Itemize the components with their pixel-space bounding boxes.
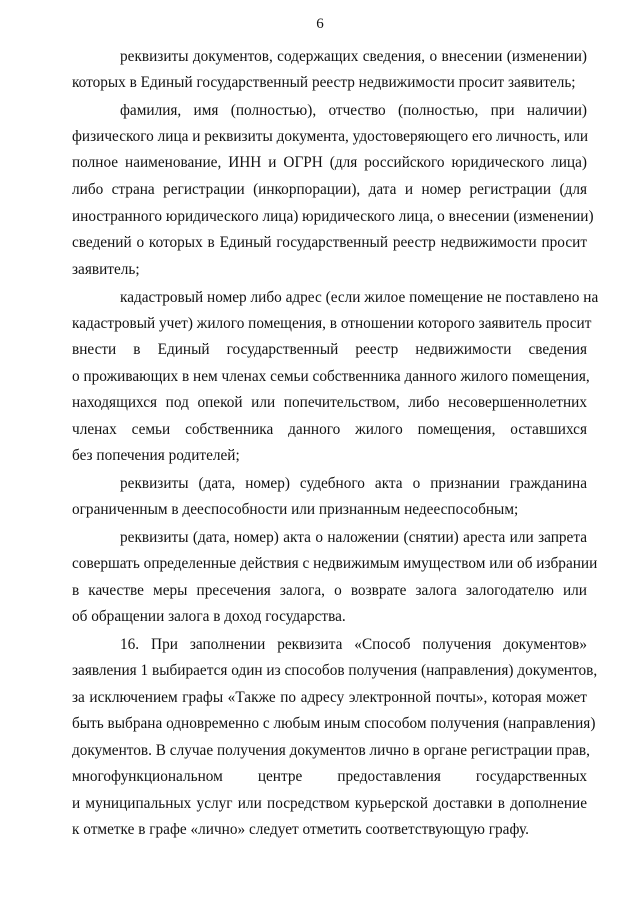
paragraph-line: в качестве меры пресечения залога, о возврате залога залогодателю или — [72, 582, 587, 599]
paragraph-line: ограниченным в дееспособности или признанным недееспособным; — [72, 501, 519, 518]
paragraph-line: 16. При заполнении реквизита «Способ получения документов» — [120, 636, 587, 653]
paragraph-line: членах семьи собственника данного жилого помещения, оставшихся — [72, 421, 587, 438]
paragraph-line: об обращении залога в доход государства. — [72, 608, 346, 625]
paragraph-line: кадастровый номер либо адрес (если жилое помещение не поставлено на — [120, 289, 599, 306]
page-number: 6 — [316, 16, 324, 32]
paragraph-line: документов. В случае получения документов лично в органе регистрации прав, — [72, 742, 590, 759]
paragraph-line: к отметке в графе «лично» следует отметить соответствующую графу. — [72, 821, 529, 838]
paragraph-line: реквизиты документов, содержащих сведения, о внесении (изменении) — [120, 48, 587, 65]
paragraph-line: физического лица и реквизиты документа, удостоверяющего его личность, или — [72, 128, 589, 145]
paragraph-line: за исключением графы «Также по адресу электронной почты», которая может — [72, 689, 587, 706]
paragraph-line: внести в Единый государственный реестр недвижимости сведения — [72, 341, 587, 358]
paragraph-line: и муниципальных услуг или посредством курьерской доставки в дополнение — [72, 795, 587, 812]
paragraph-line: иностранного юридического лица) юридического лица, о внесении (изменении) — [72, 208, 594, 225]
paragraph-line: совершать определенные действия с недвижимым имуществом или об избрании — [72, 555, 598, 572]
paragraph-line: быть выбрана одновременно с любым иным способом получения (направления) — [72, 715, 596, 732]
paragraph-line: заявления 1 выбирается один из способов получения (направления) документов, — [72, 662, 598, 679]
paragraph-line: фамилия, имя (полностью), отчество (полностью, при наличии) — [120, 102, 587, 119]
paragraph-line: заявитель; — [72, 261, 140, 278]
paragraph-line: находящихся под опекой или попечительством, либо несовершеннолетних — [72, 394, 587, 411]
paragraph-line: которых в Единый государственный реестр недвижимости просит заявитель; — [72, 74, 576, 91]
paragraph-line: без попечения родителей; — [72, 447, 240, 464]
paragraph-line: реквизиты (дата, номер) акта о наложении (снятии) ареста или запрета — [120, 529, 587, 546]
paragraph-line: сведений о которых в Единый государственный реестр недвижимости просит — [72, 234, 587, 251]
paragraph-line: полное наименование, ИНН и ОГРН (для российского юридического лица) — [72, 154, 587, 171]
paragraph-line: о проживающих в нем членах семьи собственника данного жилого помещения, — [72, 368, 590, 385]
paragraph-line: либо страна регистрации (инкорпорации), дата и номер регистрации (для — [72, 181, 587, 198]
paragraph-line: многофункциональном центре предоставления государственных — [72, 768, 587, 785]
paragraph-line: кадастровый учет) жилого помещения, в отношении которого заявитель просит — [72, 315, 592, 332]
paragraph-line: реквизиты (дата, номер) судебного акта о признании гражданина — [120, 475, 587, 492]
